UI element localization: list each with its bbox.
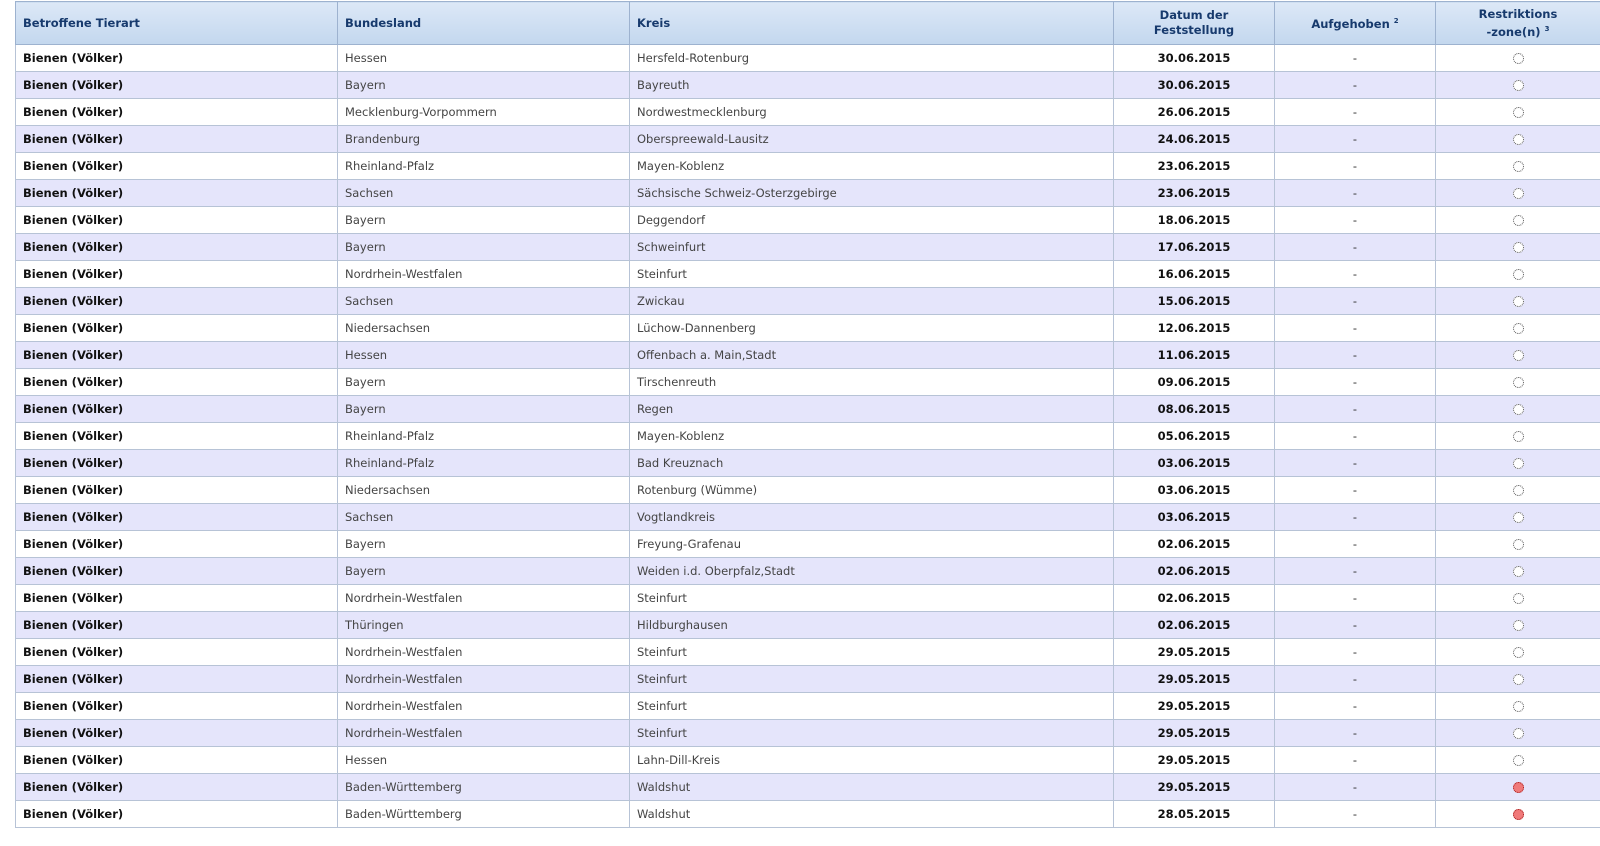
cell-restriktionszone [1436,180,1600,207]
cell-datum: 09.06.2015 [1114,369,1275,396]
cell-bundesland: Rheinland-Pfalz [338,423,630,450]
zone-outline-icon[interactable] [1513,242,1524,253]
cell-restriktionszone [1436,774,1600,801]
table-row [16,477,1600,504]
table-row [16,450,1600,477]
cell-restriktionszone [1436,234,1600,261]
cell-restriktionszone [1436,45,1600,72]
cell-aufgehoben: - [1275,153,1436,180]
cell-bundesland: Nordrhein-Westfalen [338,585,630,612]
cell-restriktionszone [1436,504,1600,531]
cell-tierart: Bienen (Völker) [16,801,338,828]
cell-kreis: Weiden i.d. Oberpfalz,Stadt [630,558,1114,585]
cell-bundesland: Mecklenburg-Vorpommern [338,99,630,126]
cell-datum: 05.06.2015 [1114,423,1275,450]
cell-restriktionszone [1436,126,1600,153]
cell-restriktionszone [1436,720,1600,747]
table-row [16,288,1600,315]
cell-tierart: Bienen (Völker) [16,315,338,342]
cell-aufgehoben: - [1275,369,1436,396]
cell-bundesland: Sachsen [338,504,630,531]
zone-outline-icon[interactable] [1513,323,1524,334]
cell-datum: 29.05.2015 [1114,774,1275,801]
table-row [16,558,1600,585]
zone-outline-icon[interactable] [1513,161,1524,172]
cell-tierart: Bienen (Völker) [16,504,338,531]
cell-datum: 18.06.2015 [1114,207,1275,234]
cell-kreis: Rotenburg (Wümme) [630,477,1114,504]
table-row [16,801,1600,828]
cell-restriktionszone [1436,288,1600,315]
cell-tierart: Bienen (Völker) [16,531,338,558]
cell-aufgehoben: - [1275,423,1436,450]
cell-tierart: Bienen (Völker) [16,612,338,639]
cell-restriktionszone [1436,585,1600,612]
table-row [16,180,1600,207]
cell-kreis: Steinfurt [630,639,1114,666]
zone-outline-icon[interactable] [1513,728,1524,739]
cell-datum: 29.05.2015 [1114,639,1275,666]
cell-tierart: Bienen (Völker) [16,99,338,126]
cell-aufgehoben: - [1275,666,1436,693]
cell-tierart: Bienen (Völker) [16,72,338,99]
cell-aufgehoben: - [1275,504,1436,531]
cell-datum: 30.06.2015 [1114,72,1275,99]
cell-aufgehoben: - [1275,558,1436,585]
cell-aufgehoben: - [1275,261,1436,288]
cell-restriktionszone [1436,666,1600,693]
cell-datum: 29.05.2015 [1114,747,1275,774]
cell-bundesland: Hessen [338,747,630,774]
cell-aufgehoben: - [1275,531,1436,558]
cell-datum: 23.06.2015 [1114,180,1275,207]
zone-outline-icon[interactable] [1513,350,1524,361]
cell-tierart: Bienen (Völker) [16,720,338,747]
cell-datum: 30.06.2015 [1114,45,1275,72]
cell-bundesland: Rheinland-Pfalz [338,153,630,180]
cell-bundesland: Niedersachsen [338,477,630,504]
cell-kreis: Hildburghausen [630,612,1114,639]
table-body [16,45,1600,828]
table-row [16,207,1600,234]
cell-aufgehoben: - [1275,693,1436,720]
cell-tierart: Bienen (Völker) [16,558,338,585]
cell-restriktionszone [1436,450,1600,477]
table-row [16,153,1600,180]
cell-aufgehoben: - [1275,288,1436,315]
cell-aufgehoben: - [1275,207,1436,234]
cell-tierart: Bienen (Völker) [16,180,338,207]
cell-kreis: Mayen-Koblenz [630,153,1114,180]
cell-aufgehoben: - [1275,477,1436,504]
cell-kreis: Steinfurt [630,585,1114,612]
cell-tierart: Bienen (Völker) [16,45,338,72]
cell-datum: 29.05.2015 [1114,693,1275,720]
cell-bundesland: Hessen [338,45,630,72]
cell-aufgehoben: - [1275,585,1436,612]
cell-tierart: Bienen (Völker) [16,693,338,720]
zone-outline-icon[interactable] [1513,269,1524,280]
cell-restriktionszone [1436,801,1600,828]
cell-bundesland: Bayern [338,72,630,99]
zone-outline-icon[interactable] [1513,620,1524,631]
cell-kreis: Lüchow-Dannenberg [630,315,1114,342]
zone-red-icon[interactable] [1513,809,1524,820]
header-aufgehoben[interactable]: Aufgehoben $^2$ [1275,2,1436,45]
cell-datum: 17.06.2015 [1114,234,1275,261]
header-restriktionszone[interactable]: Restriktions -zone(n) $^3$ [1436,2,1600,45]
table-row [16,639,1600,666]
cell-datum: 02.06.2015 [1114,612,1275,639]
table-row [16,342,1600,369]
cell-restriktionszone [1436,261,1600,288]
cell-aufgehoben: - [1275,450,1436,477]
table-row [16,504,1600,531]
cell-kreis: Schweinfurt [630,234,1114,261]
table-row [16,612,1600,639]
zone-outline-icon[interactable] [1513,134,1524,145]
cell-kreis: Bad Kreuznach [630,450,1114,477]
table-row [16,261,1600,288]
cell-aufgehoben: - [1275,234,1436,261]
zone-outline-icon[interactable] [1513,593,1524,604]
cell-kreis: Mayen-Koblenz [630,423,1114,450]
cell-aufgehoben: - [1275,396,1436,423]
table-row [16,99,1600,126]
cell-kreis: Bayreuth [630,72,1114,99]
cell-datum: 15.06.2015 [1114,288,1275,315]
cell-datum: 03.06.2015 [1114,477,1275,504]
cell-bundesland: Bayern [338,531,630,558]
cell-bundesland: Nordrhein-Westfalen [338,666,630,693]
cell-tierart: Bienen (Völker) [16,126,338,153]
cell-tierart: Bienen (Völker) [16,450,338,477]
cell-restriktionszone [1436,612,1600,639]
zone-outline-icon[interactable] [1513,701,1524,712]
cell-kreis: Sächsische Schweiz-Osterzgebirge [630,180,1114,207]
cell-bundesland: Hessen [338,342,630,369]
table-row [16,126,1600,153]
cell-kreis: Steinfurt [630,261,1114,288]
cell-restriktionszone [1436,693,1600,720]
cell-restriktionszone [1436,423,1600,450]
cell-bundesland: Niedersachsen [338,315,630,342]
cell-kreis: Regen [630,396,1114,423]
cell-bundesland: Nordrhein-Westfalen [338,693,630,720]
cell-kreis: Offenbach a. Main,Stadt [630,342,1114,369]
cell-datum: 12.06.2015 [1114,315,1275,342]
cell-tierart: Bienen (Völker) [16,423,338,450]
table-row [16,585,1600,612]
cell-restriktionszone [1436,153,1600,180]
cell-bundesland: Sachsen [338,288,630,315]
cell-tierart: Bienen (Völker) [16,666,338,693]
cell-aufgehoben: - [1275,720,1436,747]
cell-bundesland: Bayern [338,369,630,396]
cell-kreis: Nordwestmecklenburg [630,99,1114,126]
zone-outline-icon[interactable] [1513,377,1524,388]
cell-bundesland: Nordrhein-Westfalen [338,261,630,288]
cell-datum: 02.06.2015 [1114,585,1275,612]
table-row [16,423,1600,450]
table-row [16,774,1600,801]
cell-restriktionszone [1436,747,1600,774]
cell-aufgehoben: - [1275,342,1436,369]
header-datum[interactable]: Datum der Feststellung [1114,2,1275,45]
cell-tierart: Bienen (Völker) [16,261,338,288]
cell-tierart: Bienen (Völker) [16,207,338,234]
cell-kreis: Waldshut [630,801,1114,828]
cell-kreis: Steinfurt [630,693,1114,720]
cell-tierart: Bienen (Völker) [16,477,338,504]
table-row [16,234,1600,261]
cell-bundesland: Brandenburg [338,126,630,153]
cell-restriktionszone [1436,315,1600,342]
zone-outline-icon[interactable] [1513,674,1524,685]
cell-restriktionszone [1436,342,1600,369]
zone-outline-icon[interactable] [1513,755,1524,766]
cell-bundesland: Bayern [338,234,630,261]
zone-outline-icon[interactable] [1513,431,1524,442]
cell-tierart: Bienen (Völker) [16,342,338,369]
cell-datum: 08.06.2015 [1114,396,1275,423]
table-header-row [16,2,1600,45]
cell-kreis: Tirschenreuth [630,369,1114,396]
cell-aufgehoben: - [1275,45,1436,72]
cell-tierart: Bienen (Völker) [16,585,338,612]
zone-outline-icon[interactable] [1513,215,1524,226]
cell-bundesland: Bayern [338,396,630,423]
cell-tierart: Bienen (Völker) [16,288,338,315]
header-bundesland[interactable]: Bundesland [338,2,630,45]
table-row [16,693,1600,720]
cell-aufgehoben: - [1275,639,1436,666]
header-kreis[interactable]: Kreis [630,2,1114,45]
cell-restriktionszone [1436,477,1600,504]
zone-outline-icon[interactable] [1513,188,1524,199]
cell-aufgehoben: - [1275,180,1436,207]
cell-kreis: Hersfeld-Rotenburg [630,45,1114,72]
outbreak-table [15,1,1600,828]
cell-aufgehoben: - [1275,774,1436,801]
cell-datum: 24.06.2015 [1114,126,1275,153]
cell-aufgehoben: - [1275,315,1436,342]
header-tierart[interactable]: Betroffene Tierart [16,2,338,45]
cell-datum: 29.05.2015 [1114,720,1275,747]
zone-outline-icon[interactable] [1513,566,1524,577]
table-row [16,369,1600,396]
cell-aufgehoben: - [1275,126,1436,153]
cell-restriktionszone [1436,531,1600,558]
cell-datum: 02.06.2015 [1114,558,1275,585]
table-row [16,747,1600,774]
cell-datum: 28.05.2015 [1114,801,1275,828]
cell-kreis: Zwickau [630,288,1114,315]
cell-aufgehoben: - [1275,612,1436,639]
cell-aufgehoben: - [1275,72,1436,99]
cell-tierart: Bienen (Völker) [16,639,338,666]
table-row [16,531,1600,558]
cell-kreis: Oberspreewald-Lausitz [630,126,1114,153]
cell-kreis: Freyung-Grafenau [630,531,1114,558]
cell-kreis: Steinfurt [630,666,1114,693]
cell-datum: 16.06.2015 [1114,261,1275,288]
cell-tierart: Bienen (Völker) [16,234,338,261]
cell-datum: 26.06.2015 [1114,99,1275,126]
zone-outline-icon[interactable] [1513,107,1524,118]
cell-restriktionszone [1436,207,1600,234]
cell-kreis: Deggendorf [630,207,1114,234]
table-row [16,666,1600,693]
cell-restriktionszone [1436,72,1600,99]
cell-datum: 23.06.2015 [1114,153,1275,180]
cell-bundesland: Baden-Württemberg [338,774,630,801]
cell-bundesland: Nordrhein-Westfalen [338,639,630,666]
cell-datum: 29.05.2015 [1114,666,1275,693]
cell-kreis: Lahn-Dill-Kreis [630,747,1114,774]
cell-kreis: Steinfurt [630,720,1114,747]
cell-aufgehoben: - [1275,801,1436,828]
cell-tierart: Bienen (Völker) [16,774,338,801]
cell-datum: 03.06.2015 [1114,450,1275,477]
cell-bundesland: Rheinland-Pfalz [338,450,630,477]
zone-outline-icon[interactable] [1513,512,1524,523]
cell-tierart: Bienen (Völker) [16,153,338,180]
table-row [16,720,1600,747]
cell-bundesland: Nordrhein-Westfalen [338,720,630,747]
table-row [16,45,1600,72]
cell-tierart: Bienen (Völker) [16,747,338,774]
cell-tierart: Bienen (Völker) [16,396,338,423]
cell-bundesland: Baden-Württemberg [338,801,630,828]
cell-datum: 03.06.2015 [1114,504,1275,531]
cell-aufgehoben: - [1275,747,1436,774]
cell-datum: 02.06.2015 [1114,531,1275,558]
cell-restriktionszone [1436,99,1600,126]
cell-bundesland: Thüringen [338,612,630,639]
zone-outline-icon[interactable] [1513,647,1524,658]
cell-kreis: Vogtlandkreis [630,504,1114,531]
zone-outline-icon[interactable] [1513,80,1524,91]
outbreak-table-container [15,1,1600,828]
zone-outline-icon[interactable] [1513,53,1524,64]
table-row [16,315,1600,342]
cell-bundesland: Sachsen [338,180,630,207]
cell-tierart: Bienen (Völker) [16,369,338,396]
table-row [16,396,1600,423]
cell-restriktionszone [1436,639,1600,666]
cell-bundesland: Bayern [338,207,630,234]
cell-datum: 11.06.2015 [1114,342,1275,369]
cell-kreis: Waldshut [630,774,1114,801]
table-row [16,72,1600,99]
zone-outline-icon[interactable] [1513,404,1524,415]
zone-outline-icon[interactable] [1513,458,1524,469]
zone-outline-icon[interactable] [1513,296,1524,307]
cell-restriktionszone [1436,558,1600,585]
cell-bundesland: Bayern [338,558,630,585]
zone-outline-icon[interactable] [1513,485,1524,496]
zone-red-icon[interactable] [1513,782,1524,793]
zone-outline-icon[interactable] [1513,539,1524,550]
cell-restriktionszone [1436,396,1600,423]
cell-aufgehoben: - [1275,99,1436,126]
cell-restriktionszone [1436,369,1600,396]
